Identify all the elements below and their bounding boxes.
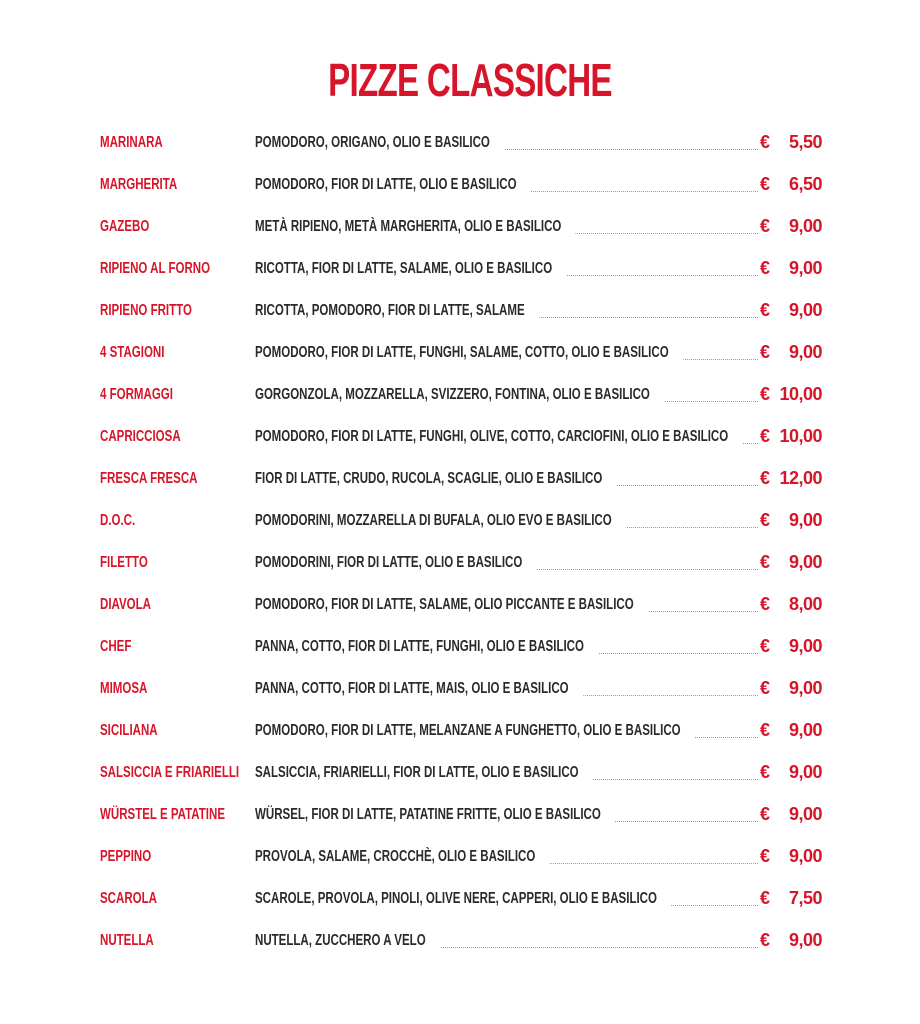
pizza-description: POMODORO, ORIGANO, OLIO E BASILICO: [255, 133, 504, 153]
pizza-description-row: [255, 469, 758, 489]
pizza-name: DIAVOLA: [100, 596, 151, 613]
menu-item: [100, 164, 822, 206]
pizza-description: PANNA, COTTO, FIOR DI LATTE, FUNGHI, OLIO E BASILICO: [255, 637, 598, 657]
price-amount: 6,50: [788, 174, 822, 194]
pizza-price: [760, 215, 822, 237]
price-amount: 9,00: [788, 762, 822, 782]
pizza-description-row: [255, 889, 758, 909]
pizza-description: POMODORINI, FIOR DI LATTE, OLIO E BASILICO: [255, 553, 537, 573]
pizza-price: [760, 887, 822, 909]
pizza-description-row: [255, 721, 758, 741]
pizza-description-row: [255, 217, 758, 237]
pizza-description: PANNA, COTTO, FIOR DI LATTE, MAIS, OLIO E BASILICO: [255, 679, 583, 699]
menu-item: [100, 752, 822, 794]
pizza-price: [760, 383, 822, 405]
currency-symbol: €: [760, 804, 771, 824]
pizza-price: [760, 551, 822, 573]
pizza-price: [760, 173, 822, 195]
currency-symbol: €: [760, 426, 771, 446]
menu-item: [100, 500, 822, 542]
currency-symbol: €: [760, 678, 771, 698]
pizza-description-row: [255, 931, 758, 951]
price-amount: 9,00: [788, 930, 822, 950]
pizza-description-row: [255, 847, 758, 867]
pizza-description-row: [255, 511, 758, 531]
currency-symbol: €: [760, 300, 771, 320]
currency-symbol: €: [760, 846, 771, 866]
pizza-name: D.O.C.: [100, 512, 136, 529]
pizza-price: [760, 761, 822, 783]
menu-item: [100, 584, 822, 626]
pizza-description: POMODORINI, MOZZARELLA DI BUFALA, OLIO EVO E BASILICO: [255, 511, 626, 531]
pizza-description: METÀ RIPIENO, METÀ MARGHERITA, OLIO E BASILICO: [255, 217, 576, 237]
pizza-menu-list: [100, 122, 822, 962]
pizza-description-row: [255, 805, 758, 825]
pizza-name: CHEF: [100, 638, 132, 655]
currency-symbol: €: [760, 510, 771, 530]
pizza-description: SALSICCIA, FRIARIELLI, FIOR DI LATTE, OLIO E BASILICO: [255, 763, 593, 783]
pizza-description: POMODORO, FIOR DI LATTE, SALAME, OLIO PICCANTE E BASILICO: [255, 595, 648, 615]
pizza-description-row: [255, 427, 758, 447]
currency-symbol: €: [760, 342, 771, 362]
price-amount: 9,00: [788, 258, 822, 278]
pizza-description-row: [255, 679, 758, 699]
price-amount: 9,00: [788, 804, 822, 824]
pizza-name: FRESCA FRESCA: [100, 470, 198, 487]
pizza-name: SICILIANA: [100, 722, 158, 739]
currency-symbol: €: [760, 930, 771, 950]
menu-item: [100, 122, 822, 164]
pizza-description-row: [255, 133, 758, 153]
pizza-description: POMODORO, FIOR DI LATTE, MELANZANE A FUNGHETTO, OLIO E BASILICO: [255, 721, 695, 741]
price-amount: 10,00: [779, 384, 822, 404]
pizza-price: [760, 845, 822, 867]
pizza-price: [760, 509, 822, 531]
price-amount: 7,50: [788, 888, 822, 908]
currency-symbol: €: [760, 216, 771, 236]
price-amount: 9,00: [788, 720, 822, 740]
pizza-name: FILETTO: [100, 554, 148, 571]
currency-symbol: €: [760, 468, 771, 488]
pizza-description-row: [255, 595, 758, 615]
currency-symbol: €: [760, 720, 771, 740]
menu-item: [100, 878, 822, 920]
pizza-name: CAPRICCIOSA: [100, 428, 181, 445]
menu-item: [100, 542, 822, 584]
currency-symbol: €: [760, 888, 771, 908]
pizza-name: WÜRSTEL E PATATINE: [100, 806, 226, 823]
price-amount: 5,50: [788, 132, 822, 152]
price-amount: 8,00: [788, 594, 822, 614]
pizza-name: MARGHERITA: [100, 176, 178, 193]
currency-symbol: €: [760, 762, 771, 782]
menu-item: [100, 206, 822, 248]
menu-item: [100, 836, 822, 878]
menu-item: [100, 374, 822, 416]
price-amount: 9,00: [788, 846, 822, 866]
menu-item: [100, 248, 822, 290]
pizza-price: [760, 299, 822, 321]
currency-symbol: €: [760, 594, 771, 614]
currency-symbol: €: [760, 384, 771, 404]
pizza-description-row: [255, 175, 758, 195]
pizza-name: MARINARA: [100, 134, 163, 151]
pizza-name: GAZEBO: [100, 218, 150, 235]
menu-item: [100, 458, 822, 500]
menu-item: [100, 332, 822, 374]
menu-item: [100, 710, 822, 752]
pizza-description: FIOR DI LATTE, CRUDO, RUCOLA, SCAGLIE, OLIO E BASILICO: [255, 469, 617, 489]
pizza-description-row: [255, 763, 758, 783]
currency-symbol: €: [760, 258, 771, 278]
pizza-name: RIPIENO AL FORNO: [100, 260, 211, 277]
price-amount: 9,00: [788, 342, 822, 362]
pizza-description-row: [255, 259, 758, 279]
pizza-description: PROVOLA, SALAME, CROCCHÈ, OLIO E BASILICO: [255, 847, 550, 867]
pizza-name: 4 STAGIONI: [100, 344, 165, 361]
pizza-price: [760, 593, 822, 615]
price-amount: 9,00: [788, 636, 822, 656]
currency-symbol: €: [760, 636, 771, 656]
pizza-name: RIPIENO FRITTO: [100, 302, 192, 319]
pizza-description: NUTELLA, ZUCCHERO A VELO: [255, 931, 440, 951]
pizza-price: [760, 635, 822, 657]
pizza-description: SCAROLE, PROVOLA, PINOLI, OLIVE NERE, CAPPERI, OLIO E BASILICO: [255, 889, 671, 909]
pizza-name: PEPPINO: [100, 848, 152, 865]
pizza-description-row: [255, 637, 758, 657]
price-amount: 9,00: [788, 678, 822, 698]
pizza-name: 4 FORMAGGI: [100, 386, 173, 403]
price-amount: 10,00: [779, 426, 822, 446]
pizza-price: [760, 257, 822, 279]
pizza-price: [760, 341, 822, 363]
pizza-price: [760, 425, 822, 447]
pizza-description: RICOTTA, FIOR DI LATTE, SALAME, OLIO E BASILICO: [255, 259, 567, 279]
pizza-description-row: [255, 385, 758, 405]
price-amount: 9,00: [788, 552, 822, 572]
menu-item: [100, 920, 822, 962]
pizza-description: RICOTTA, POMODORO, FIOR DI LATTE, SALAME: [255, 301, 539, 321]
pizza-description: POMODORO, FIOR DI LATTE, FUNGHI, SALAME, COTTO, OLIO E BASILICO: [255, 343, 683, 363]
currency-symbol: €: [760, 174, 771, 194]
pizza-price: [760, 467, 822, 489]
menu-item: [100, 668, 822, 710]
pizza-description: POMODORO, FIOR DI LATTE, OLIO E BASILICO: [255, 175, 531, 195]
menu-item: [100, 626, 822, 668]
currency-symbol: €: [760, 132, 771, 152]
menu-item: [100, 416, 822, 458]
pizza-name: MIMOSA: [100, 680, 148, 697]
menu-title: PIZZE CLASSICHE: [328, 54, 612, 106]
pizza-name: NUTELLA: [100, 932, 154, 949]
pizza-price: [760, 803, 822, 825]
pizza-price: [760, 929, 822, 951]
pizza-name: SALSICCIA E FRIARIELLI: [100, 764, 240, 781]
pizza-price: [760, 131, 822, 153]
pizza-description-row: [255, 553, 758, 573]
pizza-description-row: [255, 343, 758, 363]
price-amount: 12,00: [779, 468, 822, 488]
pizza-description-row: [255, 301, 758, 321]
price-amount: 9,00: [788, 300, 822, 320]
pizza-price: [760, 677, 822, 699]
pizza-description: POMODORO, FIOR DI LATTE, FUNGHI, OLIVE, COTTO, CARCIOFINI, OLIO E BASILICO: [255, 427, 743, 447]
price-amount: 9,00: [788, 510, 822, 530]
menu-item: [100, 794, 822, 836]
pizza-name: SCAROLA: [100, 890, 157, 907]
pizza-price: [760, 719, 822, 741]
price-amount: 9,00: [788, 216, 822, 236]
pizza-description: GORGONZOLA, MOZZARELLA, SVIZZERO, FONTINA, OLIO E BASILICO: [255, 385, 664, 405]
pizza-description: WÜRSEL, FIOR DI LATTE, PATATINE FRITTE, OLIO E BASILICO: [255, 805, 615, 825]
currency-symbol: €: [760, 552, 771, 572]
menu-item: [100, 290, 822, 332]
